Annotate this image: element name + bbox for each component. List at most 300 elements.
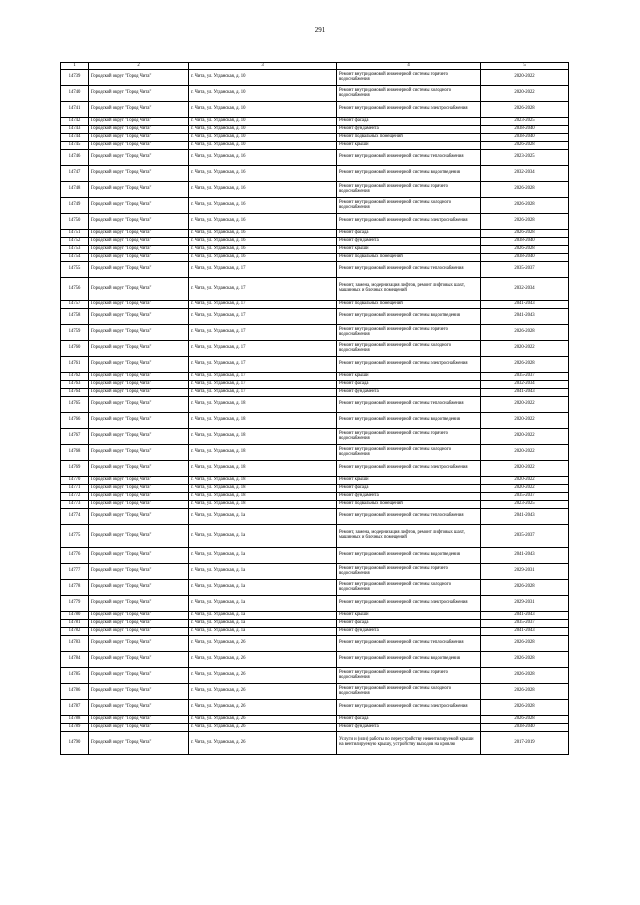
table-row (61, 509, 569, 525)
municipality-cell: Городской округ "Город Чита" (89, 86, 189, 102)
municipality-cell: Городской округ "Город Чита" (89, 732, 189, 755)
table-row (61, 86, 569, 102)
municipality-cell: Городской округ "Город Чита" (89, 182, 189, 198)
row-number: 14782 (61, 628, 89, 636)
municipality-cell: Городской округ "Город Чита" (89, 118, 189, 126)
column-header: 4 (337, 63, 481, 70)
row-number: 14745 (61, 142, 89, 150)
address-cell: г. Чита, ул. Угданская, д. 16 (189, 254, 337, 262)
work-type-cell: Ремонт крыши (337, 612, 481, 620)
work-type-cell: Ремонт внутридомовой инженерной системы теплоснабжения (337, 509, 481, 525)
municipality-cell: Городской округ "Город Чита" (89, 381, 189, 389)
repair-schedule-table (60, 62, 569, 755)
row-number: 14774 (61, 509, 89, 525)
period-cell: 2017-2019 (481, 732, 569, 755)
row-number: 14751 (61, 230, 89, 238)
row-number: 14786 (61, 684, 89, 700)
address-cell: г. Чита, ул. Угданская, д. 17 (189, 373, 337, 381)
municipality-cell: Городской округ "Город Чита" (89, 357, 189, 373)
municipality-cell: Городской округ "Город Чита" (89, 238, 189, 246)
work-type-cell: Ремонт внутридомовой инженерной системы водоотведения (337, 413, 481, 429)
municipality-cell: Городской округ "Город Чита" (89, 501, 189, 509)
table-row (61, 198, 569, 214)
address-cell: г. Чита, ул. Угданская, д. 18 (189, 461, 337, 477)
period-cell: 2020-2022 (481, 397, 569, 413)
work-type-cell: Ремонт фундамента (337, 238, 481, 246)
table-row (61, 548, 569, 564)
municipality-cell: Городской округ "Город Чита" (89, 596, 189, 612)
table-row (61, 397, 569, 413)
column-header: 3 (189, 63, 337, 70)
work-type-cell: Ремонт подвальных помещений (337, 301, 481, 309)
period-cell: 2041-2043 (481, 548, 569, 564)
address-cell: г. Чита, ул. Угданская, д. 26 (189, 668, 337, 684)
row-number: 14757 (61, 301, 89, 309)
row-number: 14784 (61, 652, 89, 668)
row-number: 14763 (61, 381, 89, 389)
address-cell: г. Чита, ул. Угданская, д. 16 (189, 214, 337, 230)
table-row (61, 485, 569, 493)
municipality-cell: Городской округ "Город Чита" (89, 413, 189, 429)
row-number: 14743 (61, 126, 89, 134)
table-row (61, 724, 569, 732)
table-row (61, 70, 569, 86)
municipality-cell: Городской округ "Город Чита" (89, 652, 189, 668)
municipality-cell: Городской округ "Город Чита" (89, 485, 189, 493)
row-number: 14765 (61, 397, 89, 413)
address-cell: г. Чита, ул. Угданская, д. 16 (189, 230, 337, 238)
row-number: 14788 (61, 716, 89, 724)
row-number: 14750 (61, 214, 89, 230)
header-row (61, 63, 569, 70)
table-row (61, 620, 569, 628)
address-cell: г. Чита, ул. Угданская, д. 18 (189, 485, 337, 493)
table-row (61, 596, 569, 612)
municipality-cell: Городской округ "Город Чита" (89, 525, 189, 548)
period-cell: 2026-2028 (481, 652, 569, 668)
work-type-cell: Ремонт внутридомовой инженерной системы водоотведения (337, 309, 481, 325)
row-number: 14756 (61, 278, 89, 301)
work-type-cell: Ремонт подвальных помещений (337, 501, 481, 509)
row-number: 14754 (61, 254, 89, 262)
row-number: 14739 (61, 70, 89, 86)
municipality-cell: Городской округ "Город Чита" (89, 580, 189, 596)
table-row (61, 118, 569, 126)
period-cell: 2020-2022 (481, 341, 569, 357)
period-cell: 2020-2022 (481, 86, 569, 102)
work-type-cell: Ремонт внутридомовой инженерной системы холодного водоснабжения (337, 341, 481, 357)
period-cell: 2020-2022 (481, 70, 569, 86)
work-type-cell: Ремонт фундамента (337, 724, 481, 732)
work-type-cell: Ремонт подвальных помещений (337, 134, 481, 142)
row-number: 14742 (61, 118, 89, 126)
work-type-cell: Ремонт внутридомовой инженерной системы холодного водоснабжения (337, 445, 481, 461)
period-cell: 2029-2031 (481, 596, 569, 612)
table-row (61, 684, 569, 700)
table-row (61, 716, 569, 724)
table-row (61, 301, 569, 309)
municipality-cell: Городской округ "Город Чита" (89, 262, 189, 278)
period-cell: 2020-2022 (481, 429, 569, 445)
municipality-cell: Городской округ "Город Чита" (89, 166, 189, 182)
municipality-cell: Городской округ "Город Чита" (89, 668, 189, 684)
table-row (61, 636, 569, 652)
address-cell: г. Чита, ул. Угданская, д. 1а (189, 580, 337, 596)
period-cell: 2041-2043 (481, 509, 569, 525)
row-number: 14744 (61, 134, 89, 142)
address-cell: г. Чита, ул. Угданская, д. 1а (189, 620, 337, 628)
municipality-cell: Городской округ "Город Чита" (89, 373, 189, 381)
address-cell: г. Чита, ул. Угданская, д. 26 (189, 684, 337, 700)
municipality-cell: Городской округ "Город Чита" (89, 325, 189, 341)
municipality-cell: Городской округ "Город Чита" (89, 214, 189, 230)
table-body (61, 63, 569, 755)
table-row (61, 628, 569, 636)
address-cell: г. Чита, ул. Угданская, д. 26 (189, 652, 337, 668)
work-type-cell: Ремонт внутридомовой инженерной системы электроснабжения (337, 700, 481, 716)
row-number: 14769 (61, 461, 89, 477)
row-number: 14780 (61, 612, 89, 620)
row-number: 14773 (61, 501, 89, 509)
row-number: 14783 (61, 636, 89, 652)
address-cell: г. Чита, ул. Угданская, д. 26 (189, 732, 337, 755)
work-type-cell: Ремонт фундамента (337, 126, 481, 134)
table-row (61, 461, 569, 477)
municipality-cell: Городской округ "Город Чита" (89, 636, 189, 652)
address-cell: г. Чита, ул. Угданская, д. 1а (189, 612, 337, 620)
period-cell: 2035-2037 (481, 525, 569, 548)
period-cell: 2041-2043 (481, 309, 569, 325)
table-row (61, 373, 569, 381)
period-cell: 2026-2028 (481, 357, 569, 373)
address-cell: г. Чита, ул. Угданская, д. 1а (189, 548, 337, 564)
table-row (61, 214, 569, 230)
row-number: 14767 (61, 429, 89, 445)
period-cell: 2026-2028 (481, 214, 569, 230)
table-row (61, 278, 569, 301)
work-type-cell: Ремонт внутридомовой инженерной системы электроснабжения (337, 461, 481, 477)
period-cell: 2020-2022 (481, 461, 569, 477)
period-cell: 2032-2034 (481, 278, 569, 301)
municipality-cell: Городской округ "Город Чита" (89, 341, 189, 357)
work-type-cell: Ремонт, замена, модернизация лифтов, ремонт лифтовых шахт, машинных и блочных помещений (337, 278, 481, 301)
period-cell: 2026-2028 (481, 102, 569, 118)
address-cell: г. Чита, ул. Угданская, д. 1а (189, 525, 337, 548)
address-cell: г. Чита, ул. Угданская, д. 16 (189, 246, 337, 254)
period-cell: 2035-2037 (481, 620, 569, 628)
address-cell: г. Чита, ул. Угданская, д. 10 (189, 142, 337, 150)
address-cell: г. Чита, ул. Угданская, д. 16 (189, 238, 337, 246)
table-row (61, 413, 569, 429)
period-cell: 2041-2043 (481, 628, 569, 636)
period-cell: 2023-2025 (481, 118, 569, 126)
municipality-cell: Городской округ "Город Чита" (89, 301, 189, 309)
row-number: 14762 (61, 373, 89, 381)
address-cell: г. Чита, ул. Угданская, д. 18 (189, 493, 337, 501)
work-type-cell: Ремонт фасада (337, 230, 481, 238)
work-type-cell: Ремонт внутридомовой инженерной системы водоотведения (337, 652, 481, 668)
period-cell: 2029-2031 (481, 564, 569, 580)
work-type-cell: Ремонт фундамента (337, 493, 481, 501)
municipality-cell: Городской округ "Город Чита" (89, 126, 189, 134)
row-number: 14770 (61, 477, 89, 485)
address-cell: г. Чита, ул. Угданская, д. 10 (189, 134, 337, 142)
row-number: 14777 (61, 564, 89, 580)
table-row (61, 652, 569, 668)
row-number: 14747 (61, 166, 89, 182)
row-number: 14790 (61, 732, 89, 755)
row-number: 14749 (61, 198, 89, 214)
municipality-cell: Городской округ "Город Чита" (89, 620, 189, 628)
address-cell: г. Чита, ул. Угданская, д. 10 (189, 126, 337, 134)
row-number: 14755 (61, 262, 89, 278)
table-row (61, 477, 569, 485)
period-cell: 2026-2028 (481, 668, 569, 684)
address-cell: г. Чита, ул. Угданская, д. 26 (189, 700, 337, 716)
row-number: 14746 (61, 150, 89, 166)
municipality-cell: Городской округ "Город Чита" (89, 309, 189, 325)
municipality-cell: Городской округ "Город Чита" (89, 150, 189, 166)
address-cell: г. Чита, ул. Угданская, д. 18 (189, 413, 337, 429)
work-type-cell: Ремонт внутридомовой инженерной системы теплоснабжения (337, 262, 481, 278)
period-cell: 2026-2028 (481, 142, 569, 150)
table-row (61, 325, 569, 341)
address-cell: г. Чита, ул. Угданская, д. 18 (189, 445, 337, 461)
municipality-cell: Городской округ "Город Чита" (89, 716, 189, 724)
address-cell: г. Чита, ул. Угданская, д. 10 (189, 102, 337, 118)
municipality-cell: Городской округ "Город Чита" (89, 548, 189, 564)
column-header: 1 (61, 63, 89, 70)
address-cell: г. Чита, ул. Угданская, д. 1а (189, 596, 337, 612)
address-cell: г. Чита, ул. Угданская, д. 17 (189, 301, 337, 309)
row-number: 14764 (61, 389, 89, 397)
work-type-cell: Ремонт внутридомовой инженерной системы горячего водоснабжения (337, 182, 481, 198)
work-type-cell: Ремонт внутридомовой инженерной системы водоотведения (337, 166, 481, 182)
table-row (61, 381, 569, 389)
row-number: 14740 (61, 86, 89, 102)
work-type-cell: Ремонт внутридомовой инженерной системы горячего водоснабжения (337, 325, 481, 341)
period-cell: 2020-2022 (481, 445, 569, 461)
period-cell: 2041-2043 (481, 301, 569, 309)
work-type-cell: Ремонт фундамента (337, 389, 481, 397)
address-cell: г. Чита, ул. Угданская, д. 17 (189, 341, 337, 357)
municipality-cell: Городской округ "Город Чита" (89, 429, 189, 445)
address-cell: г. Чита, ул. Угданская, д. 17 (189, 389, 337, 397)
period-cell: 2026-2028 (481, 182, 569, 198)
table-row (61, 102, 569, 118)
table-row (61, 389, 569, 397)
column-header: 2 (89, 63, 189, 70)
period-cell: 2026-2028 (481, 684, 569, 700)
work-type-cell: Ремонт внутридомовой инженерной системы холодного водоснабжения (337, 684, 481, 700)
table-row (61, 309, 569, 325)
table-row (61, 445, 569, 461)
table-row (61, 230, 569, 238)
address-cell: г. Чита, ул. Угданская, д. 17 (189, 381, 337, 389)
work-type-cell: Ремонт фасада (337, 716, 481, 724)
period-cell: 2026-2028 (481, 198, 569, 214)
work-type-cell: Ремонт фасада (337, 118, 481, 126)
table-row (61, 700, 569, 716)
municipality-cell: Городской округ "Город Чита" (89, 628, 189, 636)
work-type-cell: Ремонт внутридомовой инженерной системы теплоснабжения (337, 636, 481, 652)
period-cell: 2026-2028 (481, 246, 569, 254)
work-type-cell: Ремонт, замена, модернизация лифтов, ремонт лифтовых шахт, машинных и блочных помещений (337, 525, 481, 548)
municipality-cell: Городской округ "Город Чита" (89, 254, 189, 262)
row-number: 14785 (61, 668, 89, 684)
table-row (61, 580, 569, 596)
work-type-cell: Ремонт внутридомовой инженерной системы холодного водоснабжения (337, 86, 481, 102)
work-type-cell: Ремонт внутридомовой инженерной системы холодного водоснабжения (337, 580, 481, 596)
table-row (61, 668, 569, 684)
row-number: 14787 (61, 700, 89, 716)
work-type-cell: Ремонт фасада (337, 381, 481, 389)
row-number: 14768 (61, 445, 89, 461)
period-cell: 2035-2037 (481, 262, 569, 278)
work-type-cell: Ремонт крыши (337, 142, 481, 150)
municipality-cell: Городской округ "Город Чита" (89, 198, 189, 214)
work-type-cell: Ремонт внутридомовой инженерной системы горячего водоснабжения (337, 668, 481, 684)
address-cell: г. Чита, ул. Угданская, д. 18 (189, 397, 337, 413)
row-number: 14778 (61, 580, 89, 596)
address-cell: г. Чита, ул. Угданская, д. 17 (189, 325, 337, 341)
period-cell: 2035-2037 (481, 373, 569, 381)
row-number: 14748 (61, 182, 89, 198)
municipality-cell: Городской округ "Город Чита" (89, 70, 189, 86)
address-cell: г. Чита, ул. Угданская, д. 10 (189, 70, 337, 86)
period-cell: 2026-2028 (481, 636, 569, 652)
address-cell: г. Чита, ул. Угданская, д. 26 (189, 724, 337, 732)
address-cell: г. Чита, ул. Угданская, д. 17 (189, 357, 337, 373)
municipality-cell: Городской округ "Город Чита" (89, 700, 189, 716)
period-cell: 2026-2028 (481, 325, 569, 341)
period-cell: 2041-2043 (481, 389, 569, 397)
work-type-cell: Ремонт фасада (337, 485, 481, 493)
row-number: 14753 (61, 246, 89, 254)
work-type-cell: Услуги и (или) работы по переустройству невентилируемой крыши на вентилируемую крышу, устройству выходов на кровлю (337, 732, 481, 755)
address-cell: г. Чита, ул. Угданская, д. 18 (189, 429, 337, 445)
table-row (61, 182, 569, 198)
work-type-cell: Ремонт внутридомовой инженерной системы водоотведения (337, 548, 481, 564)
work-type-cell: Ремонт внутридомовой инженерной системы теплоснабжения (337, 397, 481, 413)
work-type-cell: Ремонт внутридомовой инженерной системы горячего водоснабжения (337, 429, 481, 445)
address-cell: г. Чита, ул. Угданская, д. 26 (189, 636, 337, 652)
row-number: 14752 (61, 238, 89, 246)
municipality-cell: Городской округ "Город Чита" (89, 397, 189, 413)
period-cell: 2038-2040 (481, 238, 569, 246)
period-cell: 2032-2034 (481, 166, 569, 182)
period-cell: 2038-2040 (481, 134, 569, 142)
table-row (61, 341, 569, 357)
municipality-cell: Городской округ "Город Чита" (89, 102, 189, 118)
table-row (61, 238, 569, 246)
address-cell: г. Чита, ул. Угданская, д. 16 (189, 150, 337, 166)
address-cell: г. Чита, ул. Угданская, д. 1а (189, 564, 337, 580)
row-number: 14761 (61, 357, 89, 373)
period-cell: 2026-2028 (481, 700, 569, 716)
row-number: 14775 (61, 525, 89, 548)
municipality-cell: Городской округ "Город Чита" (89, 509, 189, 525)
address-cell: г. Чита, ул. Угданская, д. 1а (189, 509, 337, 525)
period-cell: 2026-2028 (481, 716, 569, 724)
work-type-cell: Ремонт внутридомовой инженерной системы горячего водоснабжения (337, 70, 481, 86)
table-row (61, 357, 569, 373)
address-cell: г. Чита, ул. Угданская, д. 10 (189, 118, 337, 126)
table-row (61, 262, 569, 278)
address-cell: г. Чита, ул. Угданская, д. 18 (189, 501, 337, 509)
municipality-cell: Городской округ "Город Чита" (89, 564, 189, 580)
column-header: 5 (481, 63, 569, 70)
municipality-cell: Городской округ "Город Чита" (89, 246, 189, 254)
period-cell: 2038-2040 (481, 254, 569, 262)
row-number: 14759 (61, 325, 89, 341)
municipality-cell: Городской округ "Город Чита" (89, 389, 189, 397)
municipality-cell: Городской округ "Город Чита" (89, 230, 189, 238)
municipality-cell: Городской округ "Город Чита" (89, 461, 189, 477)
work-type-cell: Ремонт внутридомовой инженерной системы электроснабжения (337, 357, 481, 373)
row-number: 14772 (61, 493, 89, 501)
period-cell: 2026-2028 (481, 580, 569, 596)
table-row (61, 732, 569, 755)
work-type-cell: Ремонт крыши (337, 246, 481, 254)
table-row (61, 142, 569, 150)
period-cell: 2032-2034 (481, 381, 569, 389)
work-type-cell: Ремонт фундамента (337, 628, 481, 636)
municipality-cell: Городской округ "Город Чита" (89, 134, 189, 142)
address-cell: г. Чита, ул. Угданская, д. 17 (189, 278, 337, 301)
table-row (61, 493, 569, 501)
work-type-cell: Ремонт фасада (337, 620, 481, 628)
work-type-cell: Ремонт внутридомовой инженерной системы электроснабжения (337, 102, 481, 118)
municipality-cell: Городской округ "Город Чита" (89, 493, 189, 501)
row-number: 14776 (61, 548, 89, 564)
municipality-cell: Городской округ "Город Чита" (89, 278, 189, 301)
work-type-cell: Ремонт крыши (337, 373, 481, 381)
work-type-cell: Ремонт внутридомовой инженерной системы холодного водоснабжения (337, 198, 481, 214)
work-type-cell: Ремонт внутридомовой инженерной системы теплоснабжения (337, 150, 481, 166)
table-row (61, 429, 569, 445)
work-type-cell: Ремонт внутридомовой инженерной системы горячего водоснабжения (337, 564, 481, 580)
row-number: 14741 (61, 102, 89, 118)
period-cell: 2038-2040 (481, 724, 569, 732)
municipality-cell: Городской округ "Город Чита" (89, 684, 189, 700)
period-cell: 2038-2040 (481, 126, 569, 134)
row-number: 14779 (61, 596, 89, 612)
municipality-cell: Городской округ "Город Чита" (89, 477, 189, 485)
period-cell: 2020-2022 (481, 485, 569, 493)
period-cell: 2026-2028 (481, 230, 569, 238)
address-cell: г. Чита, ул. Угданская, д. 10 (189, 86, 337, 102)
period-cell: 2023-2025 (481, 501, 569, 509)
municipality-cell: Городской округ "Город Чита" (89, 724, 189, 732)
address-cell: г. Чита, ул. Угданская, д. 18 (189, 477, 337, 485)
table-row (61, 126, 569, 134)
row-number: 14771 (61, 485, 89, 493)
period-cell: 2023-2025 (481, 150, 569, 166)
municipality-cell: Городской округ "Город Чита" (89, 612, 189, 620)
period-cell: 2041-2043 (481, 612, 569, 620)
work-type-cell: Ремонт подвальных помещений (337, 254, 481, 262)
page-number: 291 (314, 26, 326, 34)
table-row (61, 525, 569, 548)
address-cell: г. Чита, ул. Угданская, д. 17 (189, 309, 337, 325)
table-row (61, 166, 569, 182)
period-cell: 2020-2022 (481, 477, 569, 485)
address-cell: г. Чита, ул. Угданская, д. 16 (189, 182, 337, 198)
work-type-cell: Ремонт крыши (337, 477, 481, 485)
table-row (61, 501, 569, 509)
work-type-cell: Ремонт внутридомовой инженерной системы электроснабжения (337, 214, 481, 230)
